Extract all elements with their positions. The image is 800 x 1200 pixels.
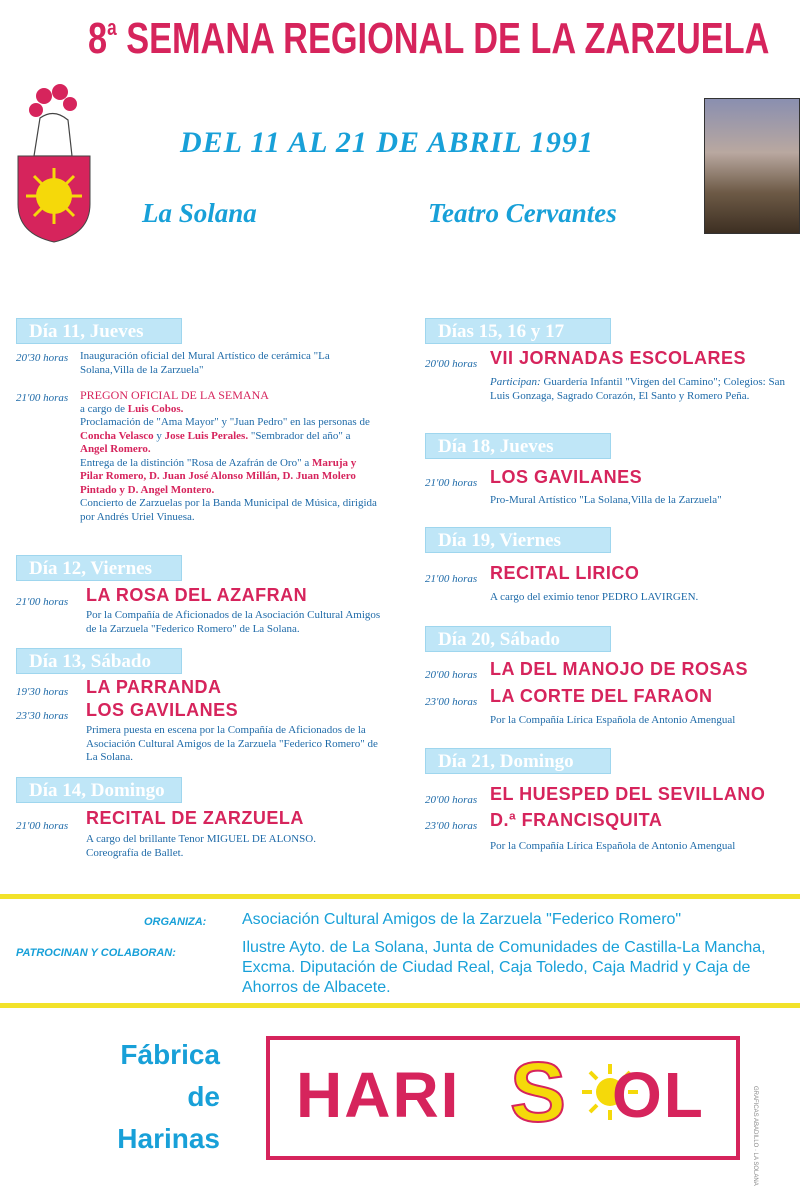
event-time: 21'00 horas (425, 477, 478, 489)
event-title: VII JORNADAS ESCOLARES (490, 348, 747, 368)
event-title: LA PARRANDA (86, 677, 222, 697)
day-header-13: Día 13, Sábado (16, 648, 182, 674)
printer-credit: GRAFICAS ABADILLO · LA SOLANA (752, 1086, 758, 1186)
event-time: 19'30 horas (16, 686, 69, 698)
logo-text-hari: HARI (296, 1059, 461, 1131)
day-header-21: Día 21, Domingo (425, 748, 611, 774)
event-description: A cargo del eximio tenor PEDRO LAVIRGEN. (490, 591, 699, 603)
organiza-label: ORGANIZA: (144, 916, 207, 928)
day-header-14: Día 14, Domingo (16, 777, 182, 803)
mill-name: Fábrica de Harinas (117, 1039, 220, 1154)
poster-title: 8$^a$ SEMANA REGIONAL DE LA ZARZUELA (88, 14, 770, 63)
theater-name: Teatro Cervantes (428, 198, 617, 228)
event-description: Por la Compañía de Aficionados de la Asociación Cultural Amigos de la Zarzuela "Federico Romero" de La Solana. (86, 609, 381, 635)
day-header-19: Día 19, Viernes (425, 527, 611, 553)
patrocinan-text: Ilustre Ayto. de La Solana, Junta de Comunidades de Castilla-La Mancha, Excma. Diputación de Ciudad Real, Caja Toledo, Caja Madrid y Caja de Ahorros de Albacete. (242, 939, 766, 996)
divider-bottom (0, 1003, 800, 1008)
event-block: PREGON OFICIAL DE LA SEMANA a cargo de Luis Cobos. Proclamación de "Ama Mayor" y "Juan Pedro" en las personas de Concha Velasco y Jose Luis Perales. "Sembrador del año" a Angel Romero. Entrega de la distinción "Rosa de Azafrán de Oro" a Maruja y Pilar Romero, D. Juan José Alonso Millán, D. Juan Molero Pintado y D. Angel Montero. Concierto de Zarzuelas por la Banda Municipal de Música, dirigida por Andrés Uriel Vinuesa. (80, 389, 380, 524)
event-time: 21'00 horas (16, 820, 69, 832)
event-time: 23'00 horas (425, 696, 478, 708)
day-header-15-17: Días 15, 16 y 17 (425, 318, 611, 344)
event-title: D.ª FRANCISQUITA (490, 810, 663, 830)
event-time: 20'30 horas (16, 352, 69, 364)
town-name: La Solana (142, 198, 257, 228)
patrocinan-label: PATROCINAN Y COLABORAN: (16, 947, 176, 959)
event-time: 20'00 horas (425, 794, 478, 806)
event-dates: DEL 11 AL 21 DE ABRIL 1991 (180, 126, 594, 159)
event-description: Por la Compañía Lírica Española de Antonio Amengual (490, 840, 736, 852)
day-header-11: Día 11, Jueves (16, 318, 182, 344)
event-time: 21'00 horas (16, 392, 69, 404)
event-title: PREGON OFICIAL DE LA SEMANA (80, 388, 269, 402)
event-description: Por la Compañía Lírica Española de Antonio Amengual (490, 714, 736, 726)
event-description: Inauguración oficial del Mural Artístico de cerámica "La Solana,Villa de la Zarzuela" (80, 350, 330, 376)
event-title: RECITAL DE ZARZUELA (86, 808, 304, 828)
event-time: 21'00 horas (425, 573, 478, 585)
event-time: 20'00 horas (425, 358, 478, 370)
logo-text-s: S (510, 1045, 567, 1139)
painting-image (704, 98, 800, 234)
logo-text-ol: OL (612, 1059, 705, 1131)
day-header-18: Día 18, Jueves (425, 433, 611, 459)
event-title: LA ROSA DEL AZAFRAN (86, 585, 308, 605)
event-description: Primera puesta en escena por la Compañía de Aficionados de la Asociación Cultural Amigos de la Zarzuela "Federico Romero" de La Solana. (86, 724, 378, 763)
event-description: A cargo del brillante Tenor MIGUEL DE ALONSO. Coreografía de Ballet. (86, 833, 316, 859)
event-description: Participan: Guardería Infantil "Virgen del Camino"; Colegios: San Luis Gonzaga, Sagrado Corazón, El Santo y Romero Peña. (490, 376, 785, 402)
event-time: 21'00 horas (16, 596, 69, 608)
event-title: LA CORTE DEL FARAON (490, 686, 713, 706)
event-title: LA DEL MANOJO DE ROSAS (490, 659, 749, 679)
event-title: EL HUESPED DEL SEVILLANO (490, 784, 766, 804)
event-time: 23'30 horas (16, 710, 69, 722)
day-header-20: Día 20, Sábado (425, 626, 611, 652)
event-title: RECITAL LIRICO (490, 563, 640, 583)
divider-top (0, 894, 800, 899)
event-time: 20'00 horas (425, 669, 478, 681)
organiza-text: Asociación Cultural Amigos de la Zarzuela "Federico Romero" (242, 911, 682, 928)
event-title: LOS GAVILANES (86, 700, 239, 720)
coat-of-arms-icon (14, 84, 94, 244)
event-description: Pro-Mural Artístico "La Solana,Villa de la Zarzuela" (490, 494, 722, 506)
event-time: 23'00 horas (425, 820, 478, 832)
day-header-12: Día 12, Viernes (16, 555, 182, 581)
event-title: LOS GAVILANES (490, 467, 643, 487)
